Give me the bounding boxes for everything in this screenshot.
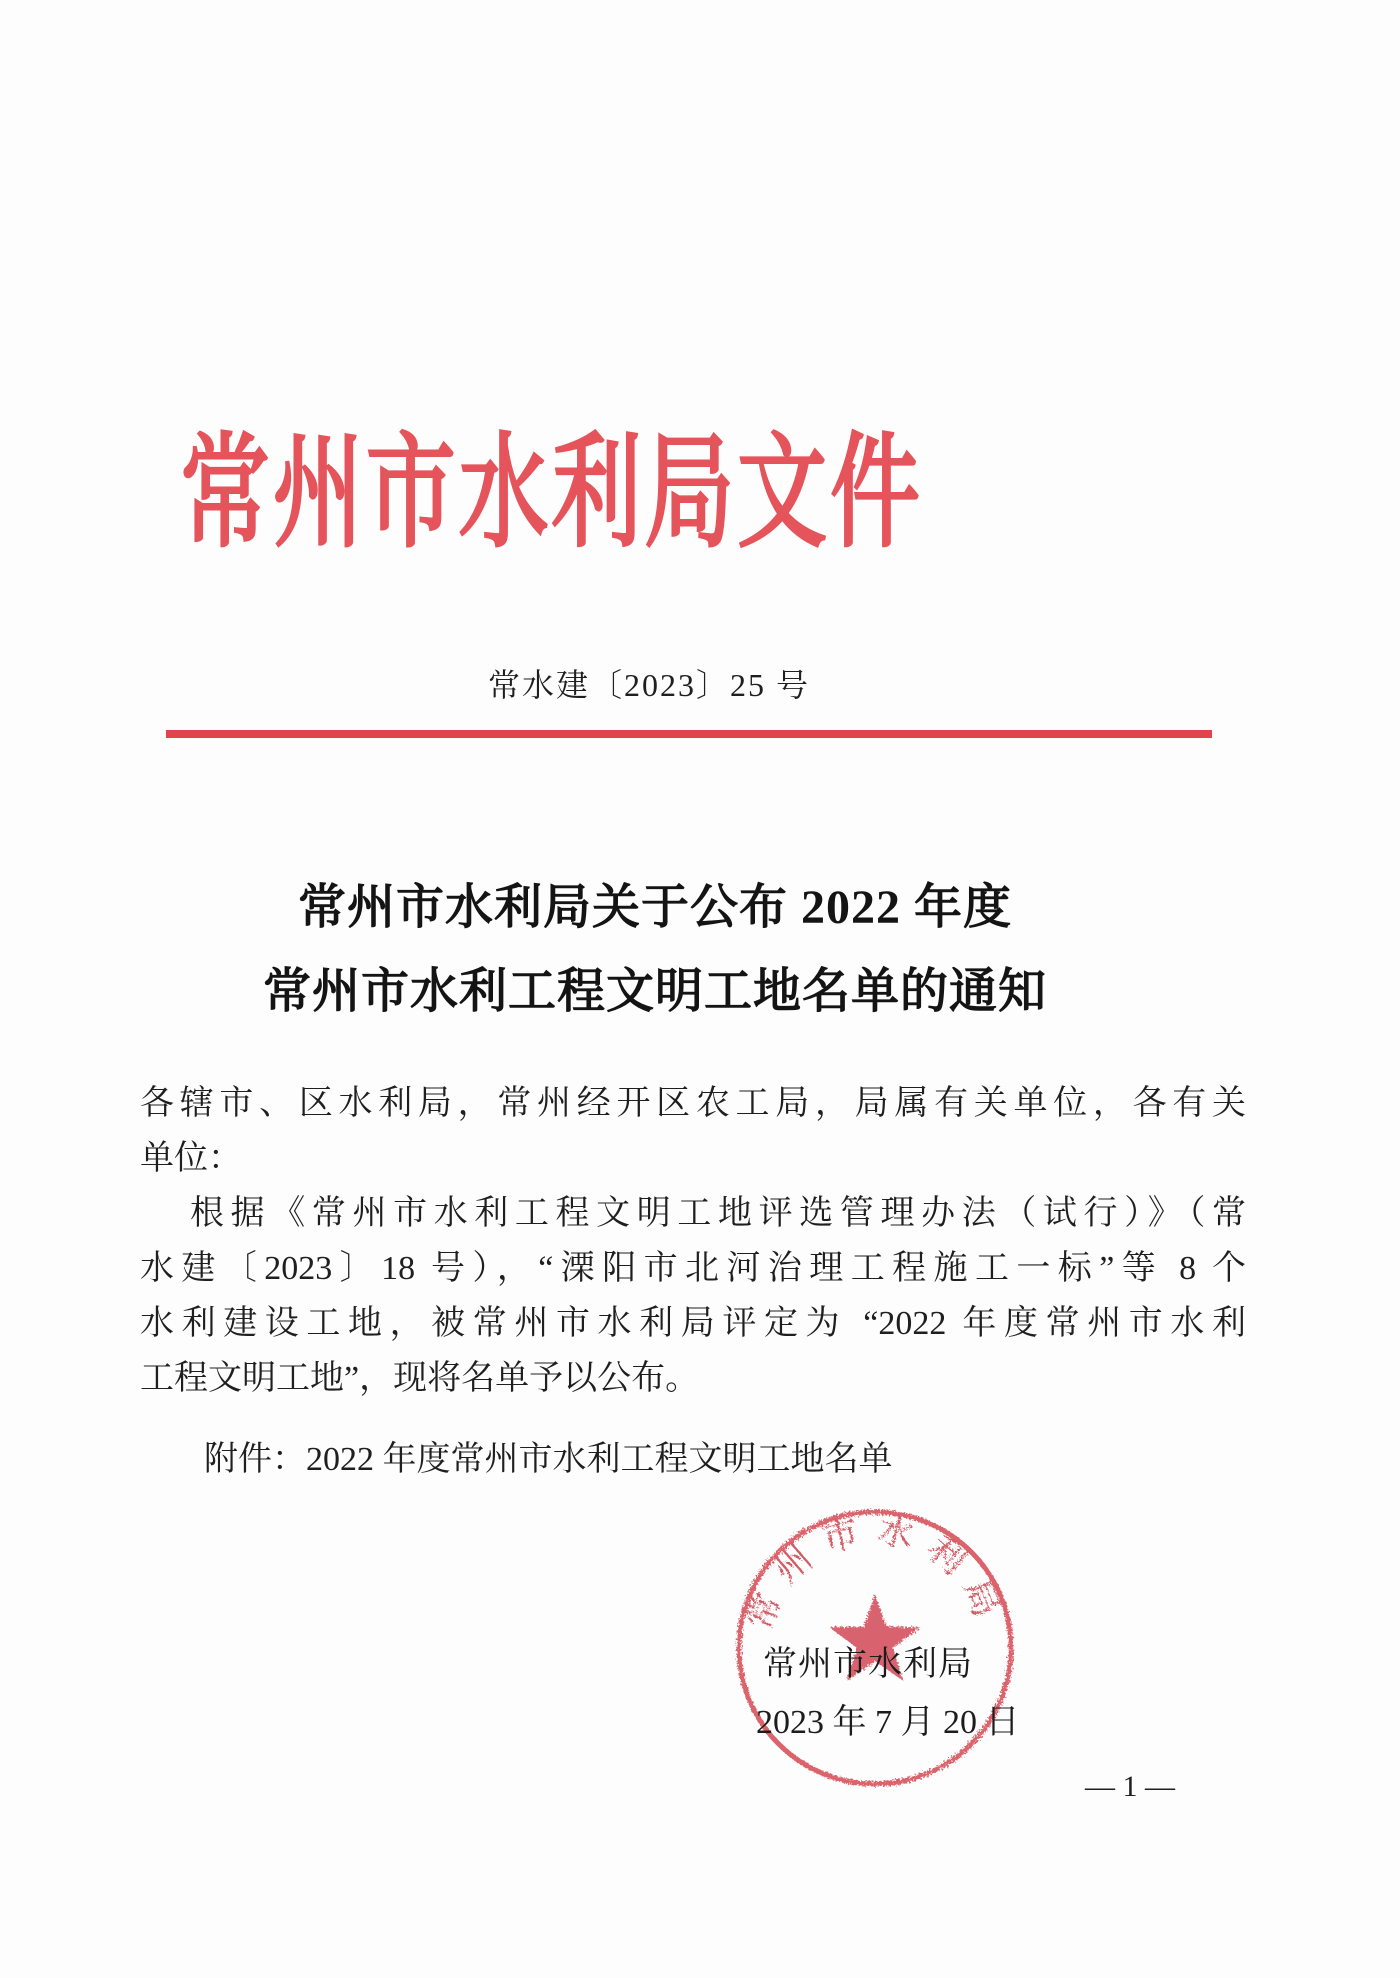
letterhead-title: 常州市水利局文件	[180, 426, 920, 564]
signature-date: 2023 年 7 月 20 日	[756, 1704, 1020, 1741]
body-line: 各辖市、区水利局，常州经开区农工局，局属有关单位，各有关	[140, 1085, 1246, 1122]
body-line: 单位：	[140, 1140, 242, 1177]
body-text	[140, 1076, 1246, 1406]
body-line: 工程文明工地”，现将名单予以公布。	[140, 1360, 700, 1397]
red-divider-rule	[166, 730, 1212, 738]
doc-number: 常水建〔2023〕25 号	[487, 667, 810, 703]
notice-title-line2: 常州市水利工程文明工地名单的通知	[262, 965, 1047, 1018]
page-number: — 1 —	[1085, 1770, 1175, 1803]
attachment-line: 附件：2022 年度常州市水利工程文明工地名单	[204, 1441, 893, 1478]
notice-title-line1: 常州市水利局关于公布 2022 年度	[297, 881, 1012, 934]
body-line: 水建〔2023〕18 号），“溧阳市北河治理工程施工一标”等 8 个	[140, 1250, 1246, 1287]
body-line: 根据《常州市水利工程文明工地评选管理办法（试行）》（常	[190, 1195, 1246, 1232]
seal-arc-text: 常州市水利局	[738, 1508, 1012, 1636]
signature-org: 常州市水利局	[763, 1646, 973, 1683]
body-line: 水利建设工地，被常州市水利局评定为 “2022 年度常州市水利	[140, 1305, 1246, 1342]
notice-title	[130, 866, 1180, 1034]
